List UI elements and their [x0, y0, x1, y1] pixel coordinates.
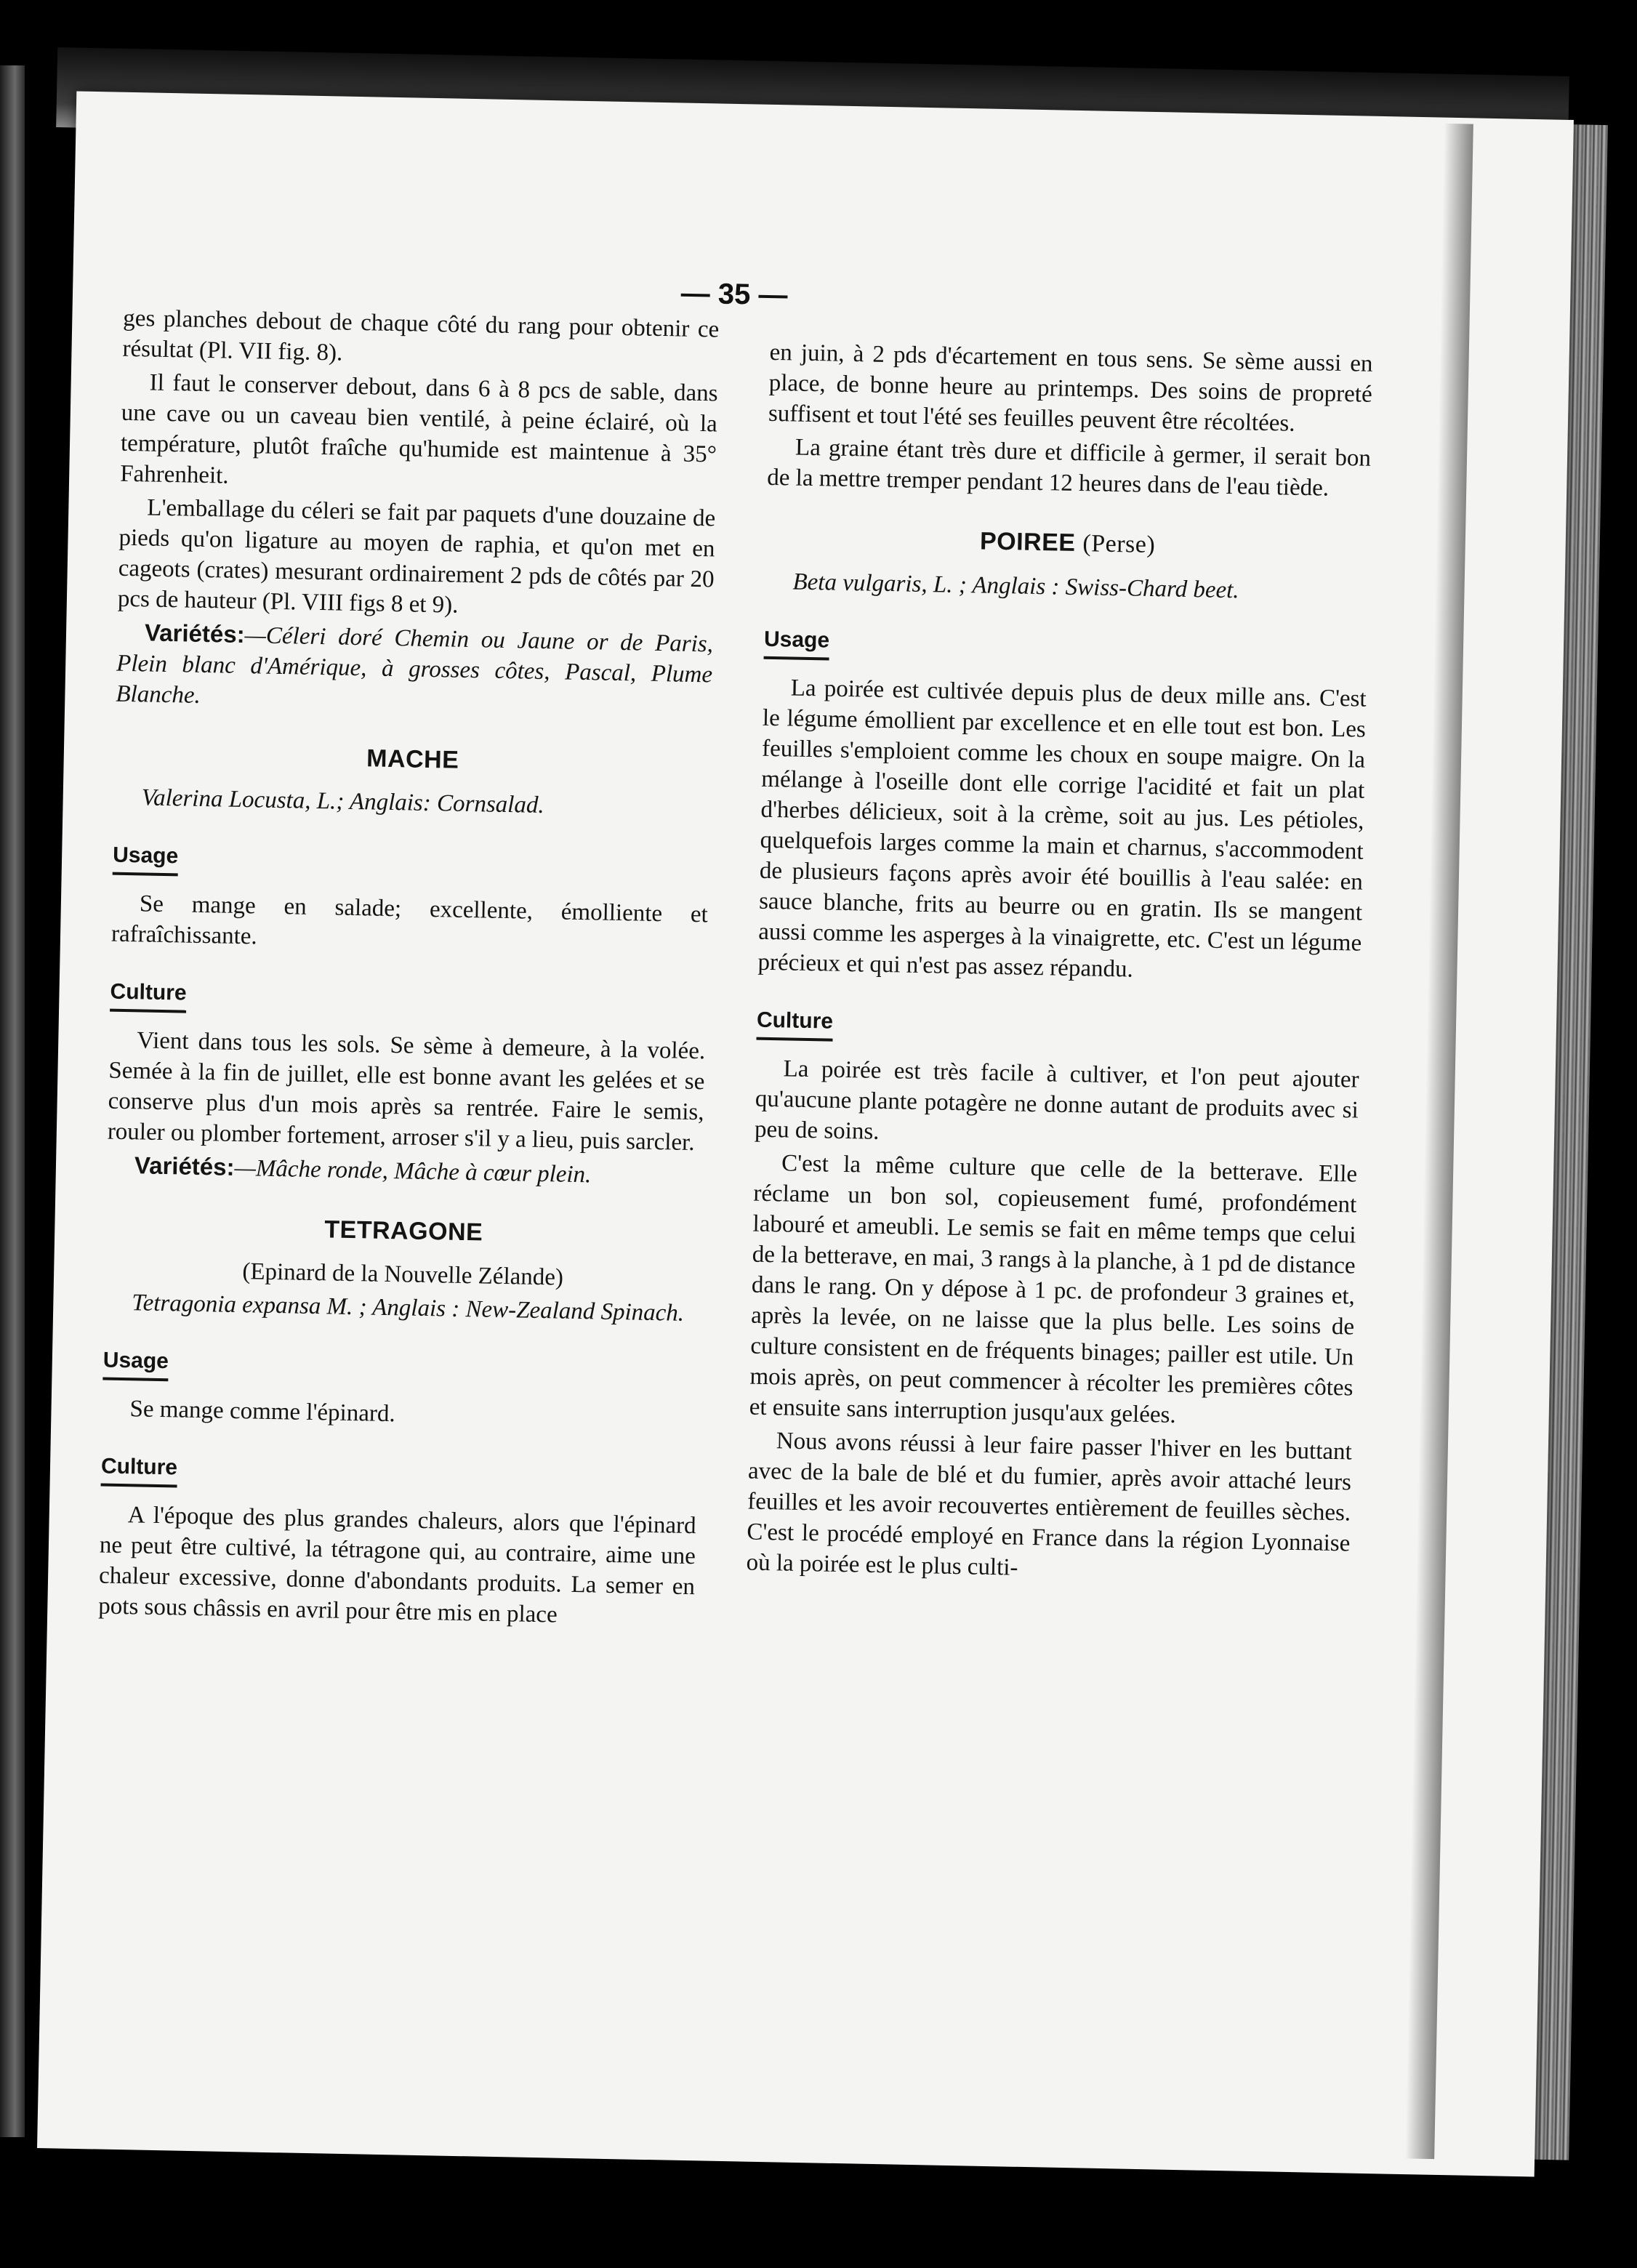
celery-varieties: [116, 617, 713, 721]
tetragone-usage-heading: Usage: [102, 1346, 169, 1382]
poiree-culture-heading: Culture: [756, 1005, 833, 1042]
poiree-title: POIREE: [979, 527, 1076, 557]
poiree-culture-text-2: C'est la même culture que celle de la betterave. Elle réclame un bon sol, copieusement fumé, profondément labouré et ameubli. Le semis se fait en même temps que celui de la betterave, en mai, 3 rangs à la planche, à 1 pd de distance dans le rang. On y dépose à 1 pc. de profondeur 3 graines et, après la levée, on ne laisse que la plus belle. Les soins de culture consistent en de fréquents binages; pailler est utile. Un mois après, on peut commencer à récolter les premières côtes et ensuite sans interruption jusqu'aux gelées.: [749, 1150, 1358, 1428]
mache-culture-text: Vient dans tous les sols. Se sème à demeure, à la volée. Semée à la fin de juillet, elle est bonne avant les gelées et se conserve plus d'un mois après sa rentrée. Faire le semis, rouler ou plomber fortement, arroser s'il y a lieu, puis sarcler.: [107, 1027, 706, 1157]
tetragone-heading: TETRAGONE: [324, 1215, 483, 1247]
celery-paragraph-1: ges planches debout de chaque côté du rang pour obtenir ce résultat (Pl. VII fig. 8).: [122, 305, 720, 366]
tetragone-culture-text: A l'époque des plus grandes chaleurs, alors que l'épinard ne peut être cultivé, la tétragone qui, au contraire, aime une chaleur excessive, donne d'abondants produits. La semer en pots sous châssis en avril pour être mis en place: [98, 1502, 696, 1628]
tetragone-culture-heading: Culture: [101, 1451, 178, 1487]
celery-paragraph-2: Il faut le conserver debout, dans 6 à 8 pcs de sable, dans une cave ou un caveau bien ventilé, à peine éclairé, où la température, plutôt fraîche qu'humide est maintenue à 35° Fahrenheit.: [119, 369, 718, 489]
right-column: [746, 337, 1373, 1593]
poiree-culture-text-3: Nous avons réussi à leur faire passer l'hiver en les buttant avec de la bale de blé et du fumier, après avoir attaché leurs feuilles et les avoir recouvertes entièrement de feuilles sèches. C'est le procédé employé en France dans la région Lyonnaise où la poirée est le plus culti-: [746, 1428, 1353, 1581]
tetragone-culture-continued: en juin, à 2 pds d'écartement en tous sens. Se sème aussi en place, de bonne heure au printemps. Des soins de propreté suffisent et tout l'été ses feuilles peuvent être récoltées.: [768, 339, 1373, 437]
tetragone-seed-note: La graine étant très dure et difficile à germer, il serait bon de la mettre tremper pendant 12 heures dans de l'eau tiède.: [766, 434, 1372, 502]
varieties-text: —Mâche ronde, Mâche à cœur plein.: [234, 1154, 592, 1189]
mache-culture-heading: Culture: [110, 977, 187, 1013]
tetragone-subtitle: (Epinard de la Nouvelle Zélande): [242, 1258, 564, 1291]
mache-usage-heading: Usage: [113, 840, 179, 877]
poiree-culture-text-1: La poirée est très facile à cultiver, et l'on peut ajouter qu'aucune plante potagère ne donne autant de produits avec si peu de soins.: [754, 1055, 1359, 1145]
mache-usage-text: Se mange en salade; excellente, émolliente et rafraîchissante.: [110, 890, 709, 950]
facing-page-edge: [0, 65, 25, 2137]
book-page: [37, 91, 1574, 2176]
poiree-latin-name: Beta vulgaris, L. ; Anglais : Swiss-Chard beet.: [792, 568, 1239, 604]
poiree-usage-text: La poirée est cultivée depuis plus de deux mille ans. C'est le légume émollient par excellence et en elle tout est bon. Les feuilles s'emploient comme les choux en soupe maigre. On la mélange à l'oseille dont elle corrige l'acidité et fait un plat d'herbes délicieux, soit à la crème, soit au jus. Les pétioles, quelquefois larges comme la main et charnus, s'accommodent de plusieurs façons après avoir été bouillis à l'eau salée: en sauce blanche, frits au beurre ou en gratin. Ils se mangent aussi comme les asperges à la vinaigrette, etc. C'est un légume précieux et qui n'est pas assez répandu.: [757, 675, 1367, 983]
varieties-label: Variétés:: [144, 619, 246, 648]
tetragone-latin-name: Tetragonia expansa M. ; Anglais : New-Zealand Spinach.: [132, 1290, 685, 1327]
left-column: [98, 303, 720, 1636]
poiree-usage-heading: Usage: [764, 624, 830, 661]
celery-paragraph-3: L'emballage du céleri se fait par paquets d'une douzaine de pieds qu'on ligature au moyen de raphia, et qu'on met en cageots (crates) mesurant ordinairement 2 pds de côtés par 20 pcs de hauteur (Pl. VIII figs 8 et 9).: [117, 494, 716, 619]
mache-latin-name: Valerina Locusta, L.; Anglais: Cornsalad.: [141, 784, 544, 819]
varieties-label: Variétés:: [134, 1151, 235, 1181]
poiree-heading: [765, 522, 1369, 565]
varieties-text: —Céleri doré Chemin ou Jaune or de Paris, Plein blanc d'Amérique, à grosses côtes, Pascal, Plume Blanche.: [116, 622, 714, 709]
tetragone-usage-text: Se mange comme l'épinard.: [129, 1396, 396, 1428]
poiree-subtitle: (Perse): [1082, 530, 1156, 559]
page-number: — 35 —: [680, 277, 788, 312]
mache-heading: MACHE: [366, 744, 459, 774]
